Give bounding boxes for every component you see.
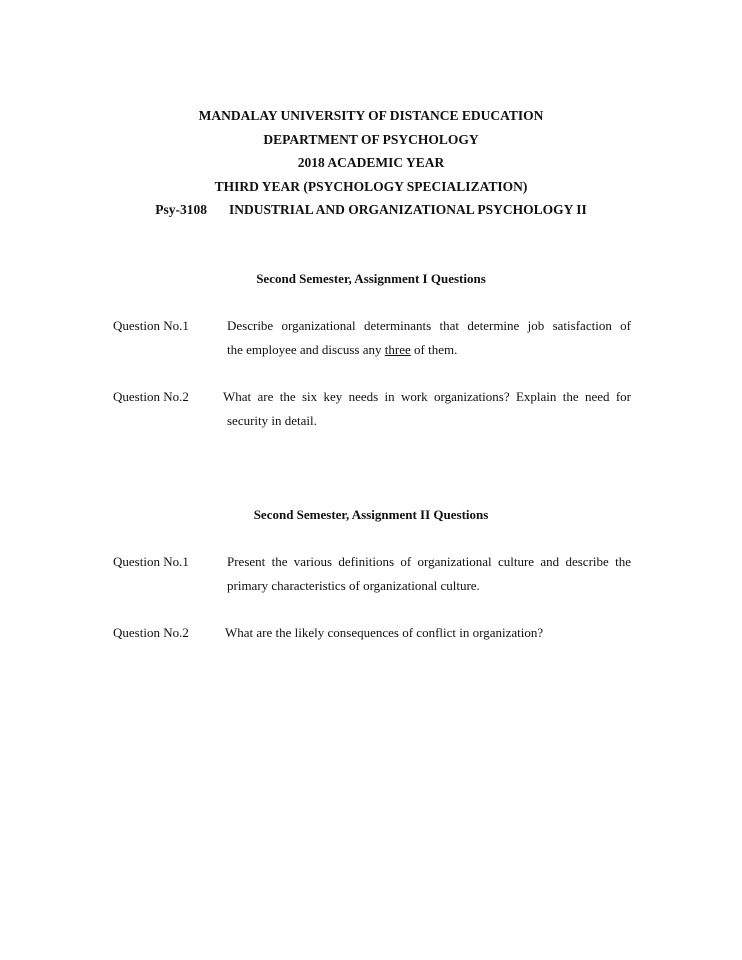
assignment-2-question-2 [113, 621, 631, 645]
question-text [227, 550, 631, 598]
question-text-line-1: What are the six key needs in work organizations? Explain the need for [223, 389, 631, 404]
assignment-1-question-2 [113, 385, 631, 433]
assignment-1-question-1 [113, 314, 631, 362]
question-text-line-2-end: of them. [410, 342, 458, 357]
academic-year: 2018 ACADEMIC YEAR [297, 155, 445, 170]
question-label: Question No.2 [113, 625, 189, 640]
question-text-line-1: Describe organizational determinants that determine job satisfaction of [227, 318, 631, 333]
question-text-line-1: Present the various definitions of organizational culture and describe the [227, 554, 631, 569]
question-text [225, 621, 631, 645]
department-name: DEPARTMENT OF PSYCHOLOGY [263, 131, 479, 147]
question-text-line-2: security in detail. [227, 413, 317, 428]
course-line [0, 198, 742, 222]
course-code: Psy-3108 [155, 202, 207, 217]
assignment-1-title: Second Semester, Assignment I Questions [256, 271, 486, 286]
question-text-line-2: primary characteristics of organizational culture. [227, 578, 480, 593]
question-label: Question No.2 [113, 389, 189, 404]
question-text-line-2-start: the employee and discuss any [227, 342, 385, 357]
course-title: INDUSTRIAL AND ORGANIZATIONAL PSYCHOLOGY II [228, 202, 587, 217]
question-label: Question No.1 [113, 554, 189, 569]
question-text-line-1: What are the likely consequences of conflict in organization? [225, 625, 544, 640]
question-label: Question No.1 [113, 318, 189, 333]
university-name: MANDALAY UNIVERSITY OF DISTANCE EDUCATION [198, 108, 544, 123]
underlined-word: three [384, 342, 411, 357]
year-specialization: THIRD YEAR (PSYCHOLOGY SPECIALIZATION) [214, 178, 528, 194]
question-text [227, 314, 631, 362]
assignment-2-title: Second Semester, Assignment II Questions [253, 507, 489, 522]
document-header [0, 104, 742, 222]
question-text [223, 385, 631, 433]
assignment-2-question-1 [113, 550, 631, 598]
